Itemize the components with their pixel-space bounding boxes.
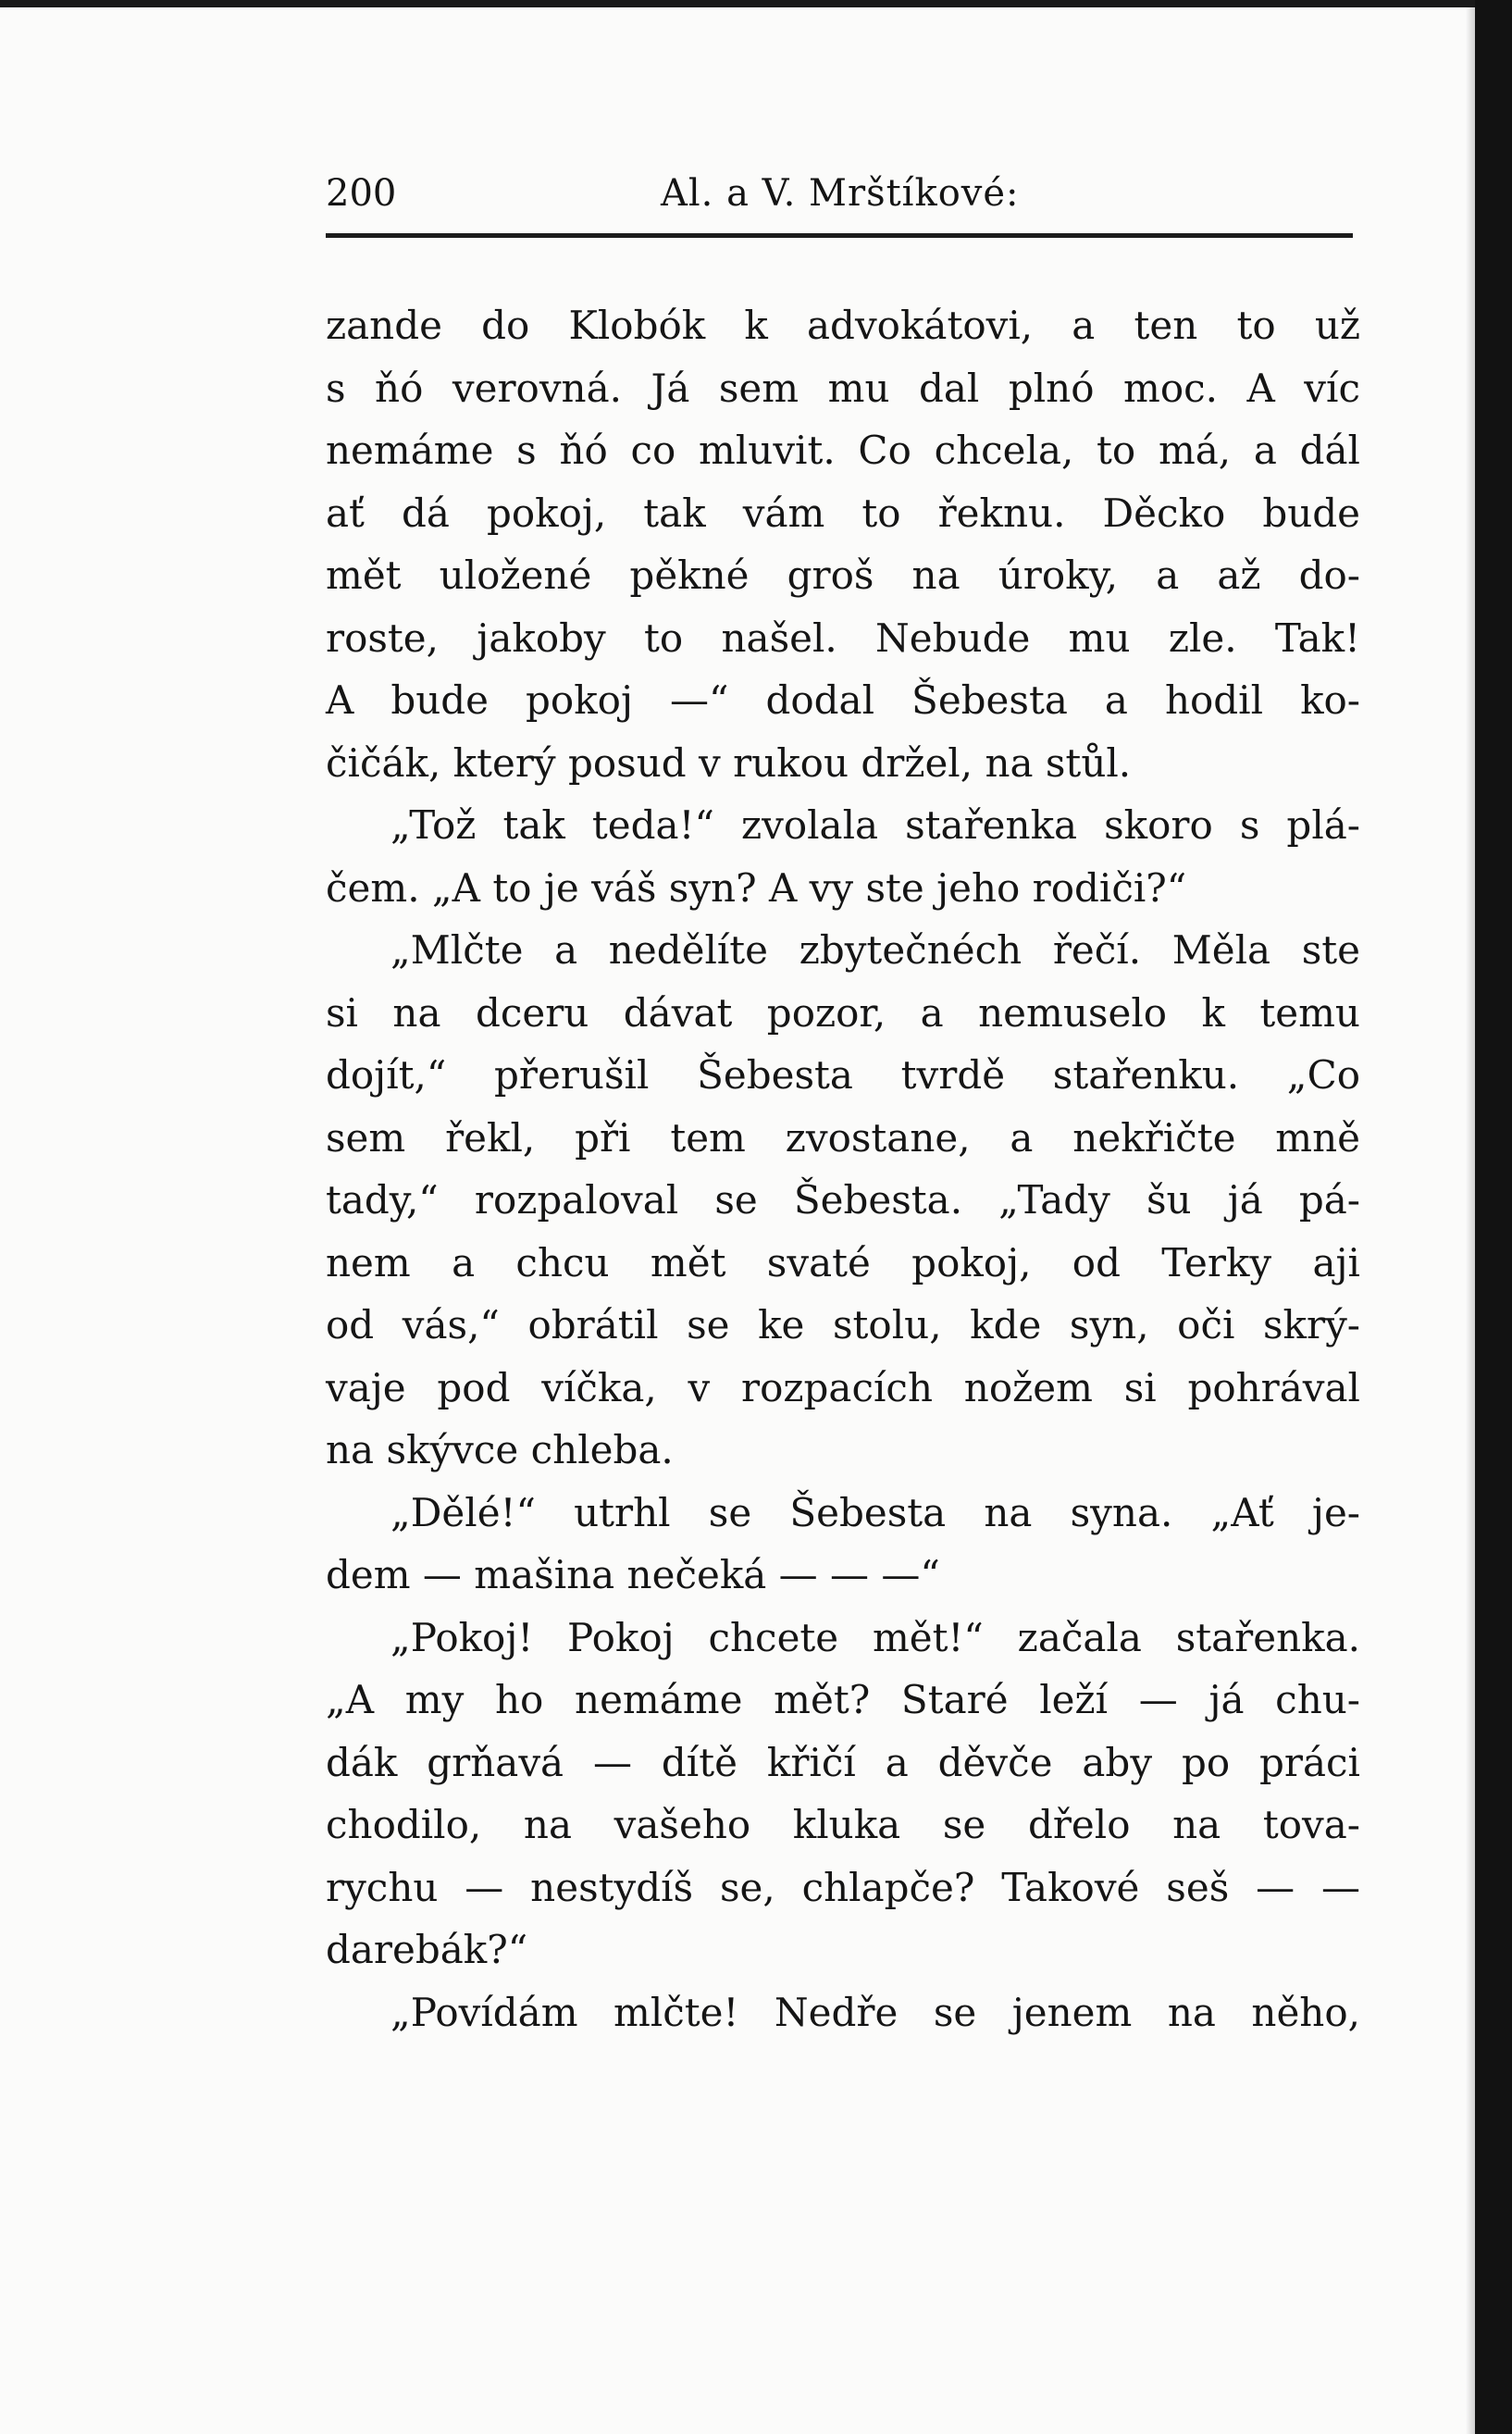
text-line: rychu — nestydíš se, chlapče? Takové seš — — (326, 1864, 1360, 1910)
text-line: „A my ho nemáme mět? Staré leží — já chu- (326, 1677, 1360, 1722)
scan-right-edge (1475, 0, 1512, 2434)
text-line: si na dceru dávat pozor, a nemuselo k temu (326, 989, 1360, 1036)
text-line: nem a chcu mět svaté pokoj, od Terky aji (326, 1239, 1360, 1285)
page-shadow (1466, 7, 1475, 2434)
text-line: „Mlčte a nedělíte zbytečnéch řečí. Měla ste (390, 927, 1360, 973)
text-line: roste, jakoby to našel. Nebude mu zle. Tak! (326, 615, 1360, 661)
text-line: dem — mašina nečeká — — —“ (326, 1552, 940, 1597)
text-line: chodilo, na vašeho kluka se dřelo na tova- (326, 1802, 1360, 1847)
text-line: od vás,“ obrátil se ke stolu, kde syn, oči skrý- (326, 1302, 1360, 1347)
text-line: darebák?“ (326, 1927, 528, 1972)
scan-top-edge (0, 0, 1512, 7)
scan-speck (333, 2378, 346, 2399)
text-line: sem řekl, při tem zvostane, a nekřičte mně (326, 1114, 1360, 1161)
text-line: A bude pokoj —“ dodal Šebesta a hodil ko- (326, 677, 1360, 723)
text-line: tady,“ rozpaloval se Šebesta. „Tady šu já pá- (326, 1177, 1360, 1223)
text-line: „Tož tak teda!“ zvolala stařenka skoro s plá- (390, 802, 1360, 848)
text-line: dák grňavá — dítě křičí a děvče aby po práci (326, 1739, 1360, 1785)
text-line: vaje pod víčka, v rozpacích nožem si pohrával (326, 1364, 1360, 1410)
text-line: čem. „A to je váš syn? A vy ste jeho rodiči?“ (326, 864, 1187, 911)
page-number: 200 (326, 172, 397, 215)
text-line: dojít,“ přerušil Šebesta tvrdě stařenku. „Co (326, 1052, 1360, 1098)
text-line: na skývce chleba. (326, 1427, 674, 1472)
text-line: „Dělé!“ utrhl se Šebesta na syna. „Ať je- (390, 1489, 1360, 1535)
text-line: ať dá pokoj, tak vám to řeknu. Děcko bude (326, 490, 1360, 536)
text-line: zande do Klobók k advokátovi, a ten to už (326, 303, 1360, 348)
text-line: s ňó verovná. Já sem mu dal plnó moc. A víc (326, 365, 1360, 411)
book-page (0, 7, 1466, 2434)
header-rule (326, 233, 1353, 238)
header-title: Al. a V. Mrštíkové: (661, 172, 1020, 215)
body-text (326, 294, 1360, 2043)
text-line: čičák, který posud v rukou držel, na stůl. (326, 739, 1132, 786)
text-line: nemáme s ňó co mluvit. Co chcela, to má, a dál (326, 428, 1360, 473)
text-line: „Povídám mlčte! Nedře se jenem na něho, (390, 1989, 1360, 2035)
text-line: „Pokoj! Pokoj chcete mět!“ začala stařenka. (390, 1614, 1360, 1660)
running-head (326, 167, 1353, 222)
text-line: mět uložené pěkné groš na úroky, a až do- (326, 553, 1360, 598)
